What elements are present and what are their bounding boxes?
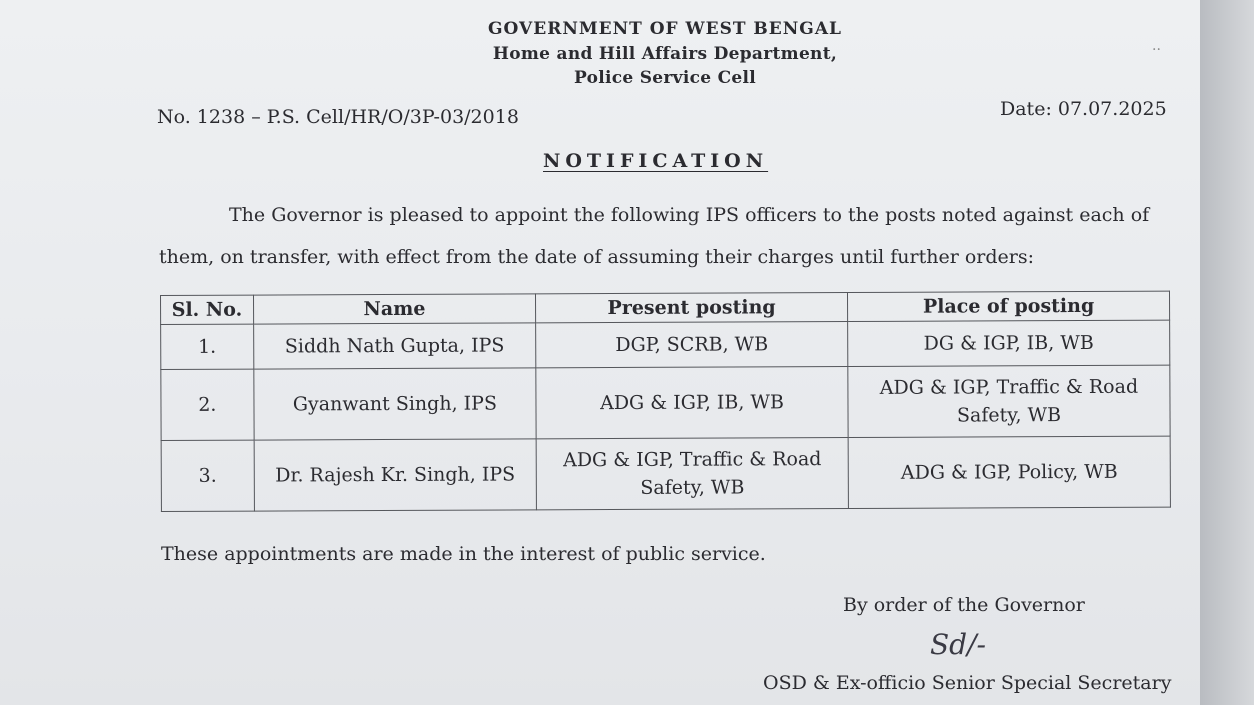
cell-name: Dr. Rajesh Kr. Singh, IPS: [254, 439, 537, 511]
intro-line-2: them, on transfer, with effect from the date of assuming their charges until further orders:: [159, 246, 1035, 268]
header-sl-no: Sl. No.: [161, 295, 254, 324]
table-header-row: [161, 291, 1170, 324]
notification-date: Date: 07.07.2025: [1000, 98, 1167, 120]
table-row: [161, 365, 1170, 440]
notification-title: NOTIFICATION: [543, 150, 769, 172]
cell-sl-no: 3.: [161, 440, 254, 511]
cell-name: Gyanwant Singh, IPS: [254, 368, 537, 440]
signatory-designation: OSD & Ex-officio Senior Special Secretary: [763, 672, 1172, 694]
closing-statement: These appointments are made in the interest of public service.: [161, 543, 766, 565]
cell-name: Siddh Nath Gupta, IPS: [253, 323, 535, 369]
header-present-posting: Present posting: [536, 293, 848, 323]
cell-present-posting: ADG & IGP, IB, WB: [536, 366, 848, 438]
header-name: Name: [253, 294, 535, 324]
table-row: [161, 436, 1170, 511]
page-edge-shadow: [1200, 0, 1254, 705]
cell-place-of-posting: DG & IGP, IB, WB: [848, 320, 1170, 366]
intro-line-1: The Governor is pleased to appoint the following IPS officers to the posts noted against each of: [229, 204, 1150, 226]
header-department: Home and Hill Affairs Department,: [492, 44, 838, 64]
cell-sl-no: 2.: [161, 369, 254, 440]
cell-sl-no: 1.: [161, 324, 254, 369]
cell-place-of-posting: ADG & IGP, Traffic & Road Safety, WB: [848, 365, 1170, 437]
by-order-line: By order of the Governor: [843, 594, 1085, 616]
postings-table: [160, 291, 1171, 512]
table-row: [161, 320, 1170, 369]
signature-mark: Sd/-: [930, 628, 986, 661]
reference-number: No. 1238 – P.S. Cell/HR/O/3P-03/2018: [157, 106, 519, 128]
cell-place-of-posting: ADG & IGP, Policy, WB: [848, 436, 1170, 508]
corner-mark: ..: [1152, 38, 1161, 54]
header-place-of-posting: Place of posting: [848, 291, 1170, 321]
cell-present-posting: ADG & IGP, Traffic & Road Safety, WB: [536, 437, 848, 509]
header-cell: Police Service Cell: [573, 68, 757, 88]
cell-present-posting: DGP, SCRB, WB: [536, 321, 848, 367]
header-government: GOVERNMENT OF WEST BENGAL: [488, 19, 842, 39]
